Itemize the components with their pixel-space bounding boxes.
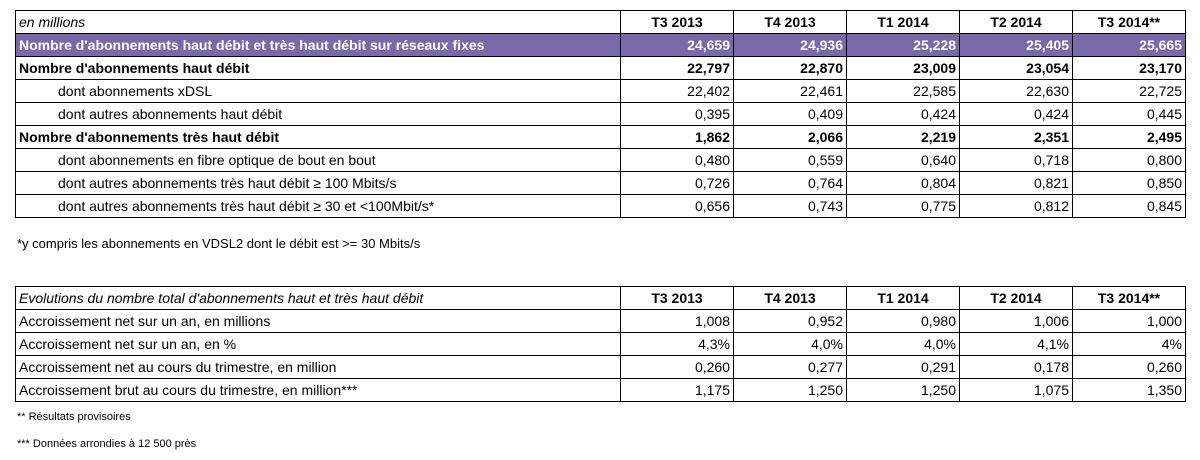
cell-value: 0,726 (621, 172, 734, 195)
row-label: Accroissement net sur un an, en % (16, 333, 621, 356)
cell-value: 2,219 (847, 126, 960, 149)
column-header: T4 2013 (734, 11, 847, 34)
cell-value: 2,351 (960, 126, 1073, 149)
table-row (16, 310, 1186, 333)
subscriptions-table (15, 10, 1186, 218)
cell-value: 0,845 (1073, 195, 1186, 218)
footnote-rounding: *** Données arrondies à 12 500 près (17, 438, 197, 450)
table-row-subtotal (16, 126, 1186, 149)
cell-value: 4,3% (621, 333, 734, 356)
cell-value: 22,797 (621, 57, 734, 80)
cell-value: 0,409 (734, 103, 847, 126)
cell-value: 25,228 (847, 34, 960, 57)
cell-value: 25,405 (960, 34, 1073, 57)
cell-value: 4,0% (847, 333, 960, 356)
row-label: Nombre d'abonnements haut débit et très haut débit sur réseaux fixes (16, 34, 621, 57)
cell-value: 0,260 (621, 356, 734, 379)
cell-value: 0,424 (847, 103, 960, 126)
row-label: Accroissement net sur un an, en millions (16, 310, 621, 333)
cell-value: 1,250 (734, 379, 847, 402)
cell-value: 4,0% (734, 333, 847, 356)
cell-value: 0,291 (847, 356, 960, 379)
cell-value: 25,665 (1073, 34, 1186, 57)
cell-value: 0,277 (734, 356, 847, 379)
column-header: T1 2014 (847, 11, 960, 34)
column-header: T3 2013 (621, 11, 734, 34)
table-row (16, 333, 1186, 356)
cell-value: 0,424 (960, 103, 1073, 126)
cell-value: 23,054 (960, 57, 1073, 80)
column-header: T3 2014** (1073, 287, 1186, 310)
cell-value: 23,009 (847, 57, 960, 80)
cell-value: 22,870 (734, 57, 847, 80)
cell-value: 0,821 (960, 172, 1073, 195)
table-row (16, 195, 1186, 218)
cell-value: 1,000 (1073, 310, 1186, 333)
cell-value: 23,170 (1073, 57, 1186, 80)
cell-value: 24,936 (734, 34, 847, 57)
table-caption: Evolutions du nombre total d'abonnements haut et très haut débit (16, 287, 621, 310)
cell-value: 0,718 (960, 149, 1073, 172)
cell-value: 22,461 (734, 80, 847, 103)
table-row (16, 103, 1186, 126)
cell-value: 1,350 (1073, 379, 1186, 402)
column-header: T2 2014 (960, 287, 1073, 310)
table-row (16, 379, 1186, 402)
footnote-provisional: ** Résultats provisoires (17, 411, 131, 423)
row-label: Nombre d'abonnements très haut débit (16, 126, 621, 149)
table-header-row (16, 11, 1186, 34)
column-header: T3 2014** (1073, 11, 1186, 34)
cell-value: 0,178 (960, 356, 1073, 379)
row-label: dont abonnements en fibre optique de bout en bout (16, 149, 621, 172)
cell-value: 22,402 (621, 80, 734, 103)
table-row-subtotal (16, 57, 1186, 80)
cell-value: 4% (1073, 333, 1186, 356)
row-label: dont abonnements xDSL (16, 80, 621, 103)
evolution-table (15, 286, 1186, 402)
cell-value: 22,630 (960, 80, 1073, 103)
cell-value: 0,445 (1073, 103, 1186, 126)
row-label: dont autres abonnements très haut débit ≥ 30 et <100Mbit/s* (16, 195, 621, 218)
table-row-total (16, 34, 1186, 57)
cell-value: 1,008 (621, 310, 734, 333)
cell-value: 0,395 (621, 103, 734, 126)
column-header: T2 2014 (960, 11, 1073, 34)
cell-value: 0,480 (621, 149, 734, 172)
row-label: dont autres abonnements haut débit (16, 103, 621, 126)
cell-value: 0,260 (1073, 356, 1186, 379)
cell-value: 0,850 (1073, 172, 1186, 195)
cell-value: 2,495 (1073, 126, 1186, 149)
table-row (16, 356, 1186, 379)
table-row (16, 172, 1186, 195)
footnote-vdsl: *y compris les abonnements en VDSL2 dont le débit est >= 30 Mbits/s (17, 236, 421, 251)
row-label: Accroissement net au cours du trimestre, en million (16, 356, 621, 379)
cell-value: 1,250 (847, 379, 960, 402)
cell-value: 24,659 (621, 34, 734, 57)
cell-value: 1,006 (960, 310, 1073, 333)
column-header: T1 2014 (847, 287, 960, 310)
table-caption: en millions (16, 11, 621, 34)
cell-value: 1,175 (621, 379, 734, 402)
row-label: dont autres abonnements très haut débit ≥ 100 Mbits/s (16, 172, 621, 195)
cell-value: 22,725 (1073, 80, 1186, 103)
cell-value: 0,764 (734, 172, 847, 195)
table-row (16, 149, 1186, 172)
cell-value: 0,804 (847, 172, 960, 195)
cell-value: 0,812 (960, 195, 1073, 218)
table-row (16, 80, 1186, 103)
cell-value: 0,640 (847, 149, 960, 172)
cell-value: 1,075 (960, 379, 1073, 402)
row-label: Accroissement brut au cours du trimestre, en million*** (16, 379, 621, 402)
cell-value: 0,775 (847, 195, 960, 218)
table-header-row (16, 287, 1186, 310)
cell-value: 1,862 (621, 126, 734, 149)
cell-value: 0,559 (734, 149, 847, 172)
cell-value: 4,1% (960, 333, 1073, 356)
cell-value: 0,656 (621, 195, 734, 218)
cell-value: 0,980 (847, 310, 960, 333)
column-header: T3 2013 (621, 287, 734, 310)
row-label: Nombre d'abonnements haut débit (16, 57, 621, 80)
cell-value: 22,585 (847, 80, 960, 103)
cell-value: 2,066 (734, 126, 847, 149)
cell-value: 0,743 (734, 195, 847, 218)
cell-value: 0,952 (734, 310, 847, 333)
cell-value: 0,800 (1073, 149, 1186, 172)
column-header: T4 2013 (734, 287, 847, 310)
